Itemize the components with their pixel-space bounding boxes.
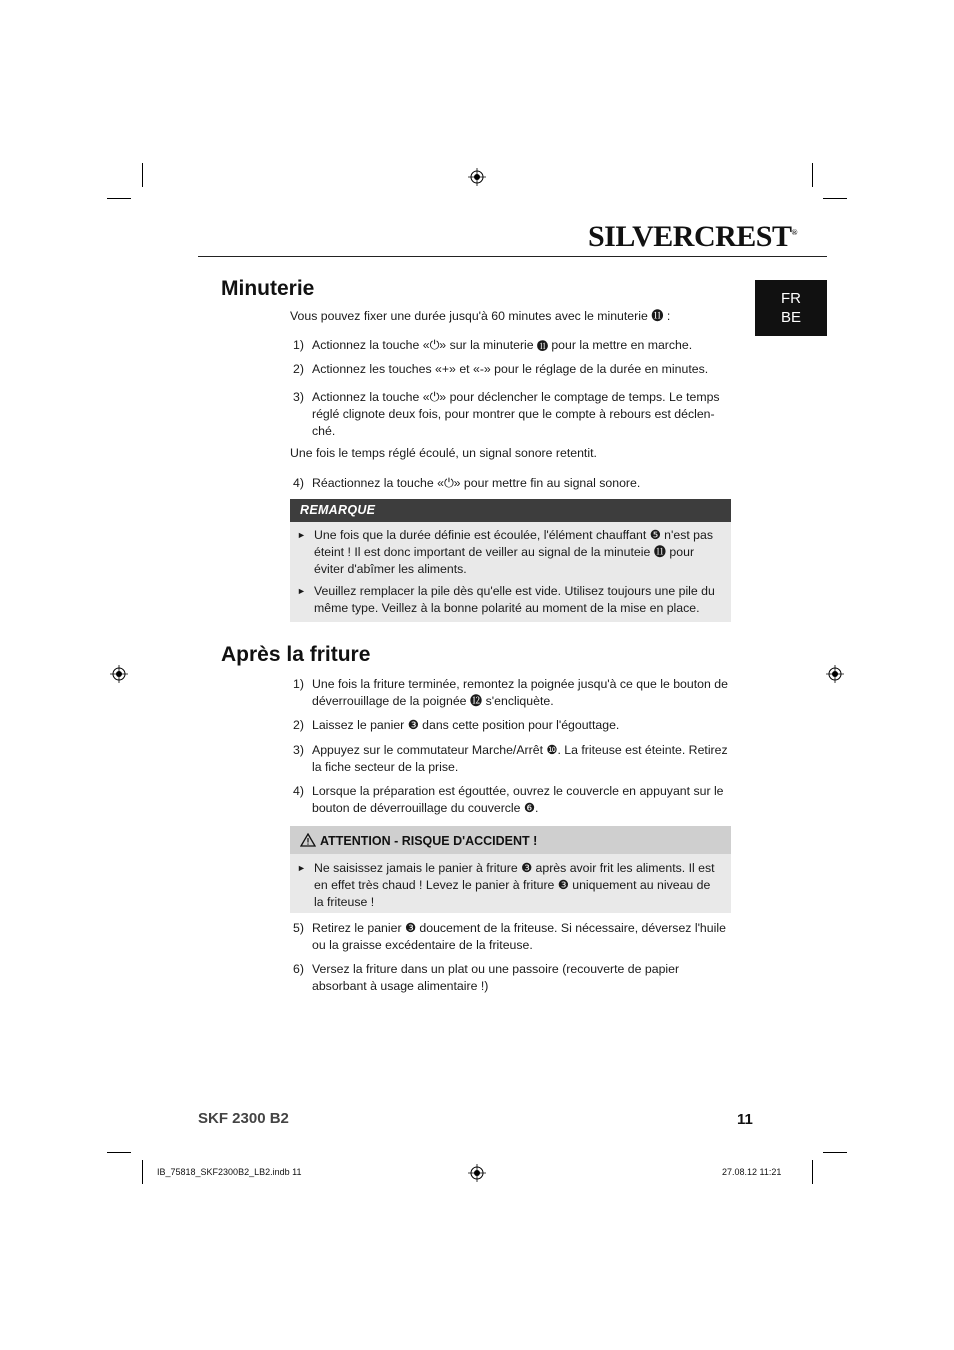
page-number: 11 — [737, 1111, 753, 1128]
registration-mark-icon — [468, 1164, 486, 1182]
arrow-right-icon: ► — [297, 586, 306, 596]
registration-mark-icon — [468, 168, 486, 186]
header-rule — [198, 256, 827, 257]
registration-mark-icon — [826, 665, 844, 683]
list-item: 6) Versez la friture dans un plat ou une passoire (recouverte de papier absorbant à usage alimentaire !) — [293, 962, 680, 993]
list-item: 2) Actionnez les touches «+» et «-» pour le réglage de la durée en minutes. — [293, 362, 709, 376]
list-item: 5) Retirez le panier ❸ doucement de la friteuse. Si nécessaire, déversez l'huile ou la graisse excédentaire de la friteuse. — [293, 921, 726, 952]
crop-mark — [107, 1152, 131, 1153]
section-title: Minuterie — [221, 277, 315, 300]
crop-mark — [823, 1152, 847, 1153]
crop-mark — [142, 163, 143, 187]
note-bullet: ► Une fois que la durée définie est écoulée, l'élément chauffant ❺ n'est pas éteint ! Il est donc important de veiller au signal de la minuteie ⓫ pour éviter d'abîmer les aliments. — [297, 528, 714, 576]
warning-bullet: ► Ne saisissez jamais le panier à friture ❸ après avoir frit les aliments. Il est en effet très chaud ! Levez le panier à friture ❸ uniquement au niveau de la friteuse ! — [297, 861, 715, 909]
list-item: 4) Lorsque la préparation est égouttée, ouvrez le couvercle en appuyant sur le bouton de déverrouillage du couvercle ❻. — [293, 784, 724, 815]
list-item: 3) Actionnez la touche «⏻» pour déclencher le comptage de temps. Le temps réglé clignote deux fois, pour montrer que le compte à rebours est déclen-ché. — [293, 390, 720, 438]
paragraph: Une fois le temps réglé écoulé, un signal sonore retentit. — [290, 446, 597, 460]
crop-mark — [812, 163, 813, 187]
language-tab — [755, 280, 827, 336]
list-item: 1) Une fois la friture terminée, remontez la poignée jusqu'à ce que le bouton de déverrouillage de la poignée ⓬ s'encliquète. — [293, 677, 728, 708]
arrow-right-icon: ► — [297, 863, 306, 873]
arrow-right-icon: ► — [297, 530, 306, 540]
crop-mark — [812, 1160, 813, 1184]
list-item: 4) Réactionnez la touche «⏻» pour mettre fin au signal sonore. — [293, 476, 641, 490]
model-number: SKF 2300 B2 — [198, 1110, 289, 1127]
brand-logo: SILVERCREST® — [588, 220, 797, 253]
paragraph: Vous pouvez fixer une durée jusqu'à 60 minutes avec le minuterie ⓫ : — [290, 309, 671, 323]
list-item: 2) Laissez le panier ❸ dans cette position pour l'égouttage. — [293, 718, 620, 732]
list-item: 3) Appuyez sur le commutateur Marche/Arrêt ❿. La friteuse est éteinte. Retirez la fiche secteur de la prise. — [293, 743, 728, 774]
registration-mark-icon — [110, 665, 128, 683]
print-slug-file: IB_75818_SKF2300B2_LB2.indb 11 — [157, 1167, 302, 1177]
warning-header — [290, 826, 731, 854]
warning-title: ATTENTION - RISQUE D'ACCIDENT ! — [320, 834, 538, 848]
note-bullet: ► Veuillez remplacer la pile dès qu'elle est vide. Utilisez toujours une pile du même type. Veillez à la bonne polarité au moment de la mise en place. — [297, 584, 715, 615]
crop-mark — [142, 1160, 143, 1184]
language-code: FR — [781, 290, 801, 307]
section-title: Après la friture — [221, 643, 371, 666]
print-slug-date: 27.08.12 11:21 — [722, 1167, 782, 1177]
crop-mark — [823, 198, 847, 199]
warning-box — [290, 826, 731, 913]
language-code: BE — [780, 309, 801, 326]
crop-mark — [107, 198, 131, 199]
note-box — [290, 499, 731, 622]
warning-triangle-icon — [300, 833, 316, 847]
list-item: 1) Actionnez la touche «⏻» sur la minuterie ⓫ pour la mettre en marche. — [293, 338, 693, 352]
note-title: REMARQUE — [290, 499, 731, 522]
